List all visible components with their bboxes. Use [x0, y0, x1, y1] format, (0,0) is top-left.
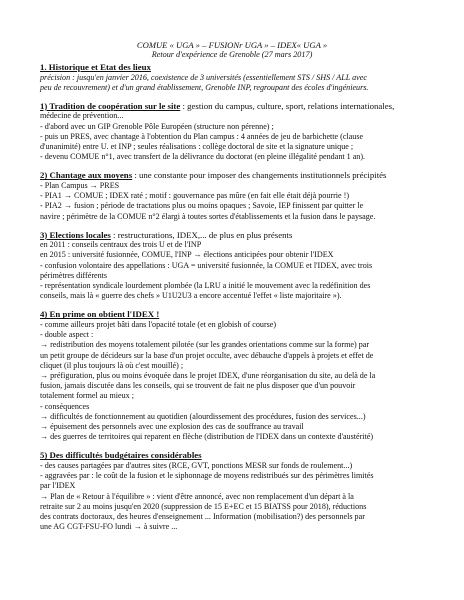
- section-heading-title: 2) Chantage aux moyens: [40, 170, 133, 181]
- text-line: précision : jusqu'en janvier 2016, coexistence de 3 universités (essentiellement STS / SHS / ALL avec: [40, 72, 367, 82]
- section-heading: [40, 230, 424, 241]
- text-line: - aggravées par : le coût de la fusion et le siphonnage de moyens redistribués sur des périmètres limités: [40, 471, 374, 481]
- section-heading-text: : restructurations, IDEX,... de plus en plus présents: [110, 229, 293, 240]
- text-line: une AG CGT-FSU-FO lundi → à suivre ...: [40, 522, 178, 532]
- text-line: - des causes partagées par d'autres sites (RCE, GVT, ponctions MESR sur fonds de roulement...): [40, 460, 353, 470]
- text-line: → épuisement des personnels avec une explosion des cas de souffrance au travail: [40, 421, 304, 431]
- text-line: → préfiguration, plus ou moins évoquée dans le projet IDEX, d'une réorganisation du site, au delà de la: [40, 370, 376, 380]
- section-heading-title: 4) En prime on obtient l'IDEX !: [40, 309, 160, 320]
- section-heading: [40, 309, 424, 320]
- text-line: totalement formel au mieux ;: [40, 391, 134, 401]
- section-heading: [40, 170, 424, 181]
- text-line: - d'abord avec un GIP Grenoble Pôle Européen (structure non pérenne) ;: [40, 121, 274, 131]
- section-heading: [40, 450, 424, 461]
- section-heading-title: 1) Tradition de coopération sur le site: [40, 100, 181, 111]
- text-line: périmètres différents: [40, 270, 108, 280]
- text-line: en 2011 : conseils centraux des trois U et de l'INP: [40, 240, 202, 250]
- text-line: navire ; périmètre de la COMUE n°2 élargi à toutes sortes d'établissements et la fusion dans le paysage.: [40, 211, 376, 221]
- section-heading-text: : une constante pour imposer des changements institutionnels précipités: [132, 170, 387, 181]
- section-heading-title: 3) Elections locales: [40, 229, 111, 240]
- section: [40, 309, 424, 442]
- text-line: cliquet (il plus toujours là où c'est mouillé) ;: [40, 360, 184, 370]
- text-line: des contrats doctoraux, des heures d'enseignement ... Information (mobilisation?) des personnels par: [40, 511, 365, 521]
- text-line: - devenu COMUE n°1, avec transfert de la délivrance du doctorat (en pleine illégalité pendant 1 an).: [40, 152, 366, 162]
- section: [40, 62, 424, 93]
- text-line: → difficultés de fonctionnement au quotidien (alourdissement des procédures, fusion des services...): [40, 411, 366, 421]
- text-line: par l'IDEX: [40, 481, 76, 491]
- text-line: retraite sur 2 au moins jusqu'en 2020 (suppression de 15 E+EC et 15 BIATSS pour 2018), réductions: [40, 501, 367, 511]
- text-line: conseils, mais là « guerre des chefs » U1U2U3 a encore accentué l'effet « liste majoritaire »).: [40, 291, 342, 301]
- text-line: médecine de prévention...: [40, 111, 124, 121]
- text-line: - conséquences: [40, 401, 90, 411]
- document-subtitle: Retour d'expérience de Grenoble (27 mars 2017): [151, 50, 313, 59]
- text-line: - représentation syndicale lourdement plombée (la LRU a initié le mouvement avec la redéfinition des: [40, 281, 371, 291]
- text-line: - PIA2 → fusion ; période de tractations plus ou moins opaques ; Savoie, IEP finissent par quitter le: [40, 201, 364, 211]
- section: [40, 101, 424, 163]
- text-line: - Plan Campus → PRES: [40, 180, 120, 190]
- text-line: peu de recouvrement) et d'un grand établissement, Grenoble INP, regroupant des écoles d'ingénieurs.: [40, 82, 369, 92]
- text-line: - double aspect :: [40, 330, 94, 340]
- text-line: - confusion volontaire des appellations : UGA = université fusionnée, la COMUE et l'IDEX, avec trois: [40, 260, 373, 270]
- text-line: en 2015 : université fusionnée, COMUE, l'INP → élections anticipées pour obtenir l'IDEX: [40, 250, 334, 260]
- text-line: - puis un PRES, avec chantage à l'obtention du Plan campus : 4 années de jeu de barbichette (clause: [40, 131, 364, 141]
- text-line: → des guerres de territoires qui reparent en flèche (distribution de l'IDEX dans un contexte d'austérité): [40, 432, 374, 442]
- text-line: - comme ailleurs projet bâti dans l'opacité totale (et en globish of course): [40, 319, 277, 329]
- text-line: un petit groupe de décideurs sur la base d'un projet occulte, avec débauche d'appels à projets et effet de: [40, 350, 374, 360]
- document-title: COMUE « UGA » – FUSIONr UGA » – IDEX« UGA »: [136, 40, 328, 50]
- text-line: - PIA1 → COMUE ; IDEX raté ; motif : gouvernance pas mûre (en fait elle était déjà pourrie !): [40, 191, 350, 201]
- section-heading: [40, 101, 424, 112]
- text-line: d'unanimité) entre U. et INP ; seules réalisations : collège doctoral de site et la signature unique ;: [40, 142, 354, 152]
- document-body: [40, 62, 424, 532]
- section: [40, 450, 424, 532]
- section-heading-title: 5) Des difficultés budgétaires considérables: [40, 450, 202, 461]
- text-line: → redistribution des moyens totalement pilotée (sur les grandes orientations comme sur la forme) par: [40, 340, 370, 350]
- section-heading: [40, 62, 424, 73]
- text-line: fusion, jamais discutée dans les conseils, qui se trouvent de fait ne plus disposer que d'un pouvoir: [40, 381, 356, 391]
- section-heading-text: : gestion du campus, culture, sport, relations internationales,: [180, 100, 395, 111]
- text-line: → Plan de « Retour à l'équilibre » : vient d'être annoncé, avec non remplacement d'un départ à la: [40, 491, 354, 501]
- section: [40, 170, 424, 221]
- section-heading-title: 1. Historique et Etat des lieux: [40, 62, 151, 72]
- section: [40, 230, 424, 302]
